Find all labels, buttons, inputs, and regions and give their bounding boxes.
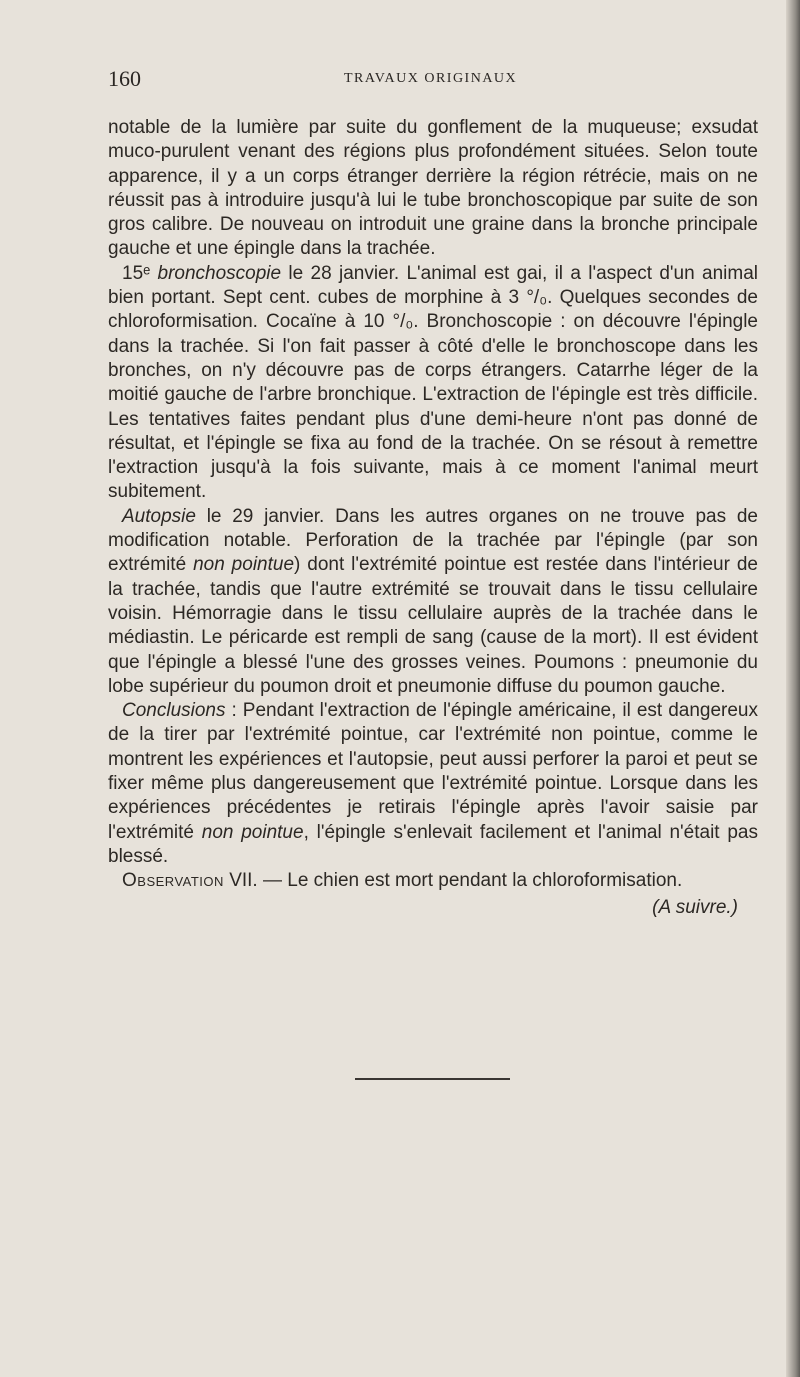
bronchoscopie-heading: bronchoscopie — [157, 262, 282, 284]
conclusions-text-1: : Pendant l'extraction de l'épingle américaine, il est dangereux de la tirer par l'extrémité pointue, car l'extrémité non pointue, comme le montrent les expériences et l'autopsie, peut aussi perforer la paroi et peut se fixer même plus dangereusement que l'extrémité pointue. Lorsque dans les expériences précédentes je retirais l'épingle après l'avoir saisie par l'extrémité — [108, 700, 758, 843]
autopsie-heading: Autopsie — [122, 505, 196, 527]
paragraph-1 — [108, 116, 758, 262]
running-head — [108, 66, 758, 96]
autopsie-emphasis: non pointue — [193, 554, 295, 576]
page-edge-shadow — [786, 0, 800, 1377]
paragraph-observation — [108, 869, 758, 893]
bronchoscopie-text: le 28 janvier. L'animal est gai, il a l'aspect d'un animal bien portant. Sept cent. cubes de morphine à 3 °/₀. Quelques secondes de chloroformisation. Cocaïne à 10 °/₀. Bronchoscopie : on découvre l'épingle dans la trachée. Si l'on fait passer à côté d'elle le bronchoscope dans les bronches, on n'y découvre pas de corps étrangers. Catarrhe léger de la moitié gauche de l'arbre bronchique. L'extraction de l'épingle est très difficile. Les tentatives faites pendant plus d'une demi-heure n'ont pas donné de résultat, et l'épingle se fixa au fond de la trachée. On se résout à remettre l'extraction jusqu'à la fois suivante, mais à ce moment l'animal meurt subitement. — [108, 262, 758, 503]
observation-text: VII. — Le chien est mort pendant la chloroformisation. — [223, 870, 683, 892]
autopsie-text-1: le 29 janvier. Dans les autres organes on ne trouve pas de modification notable. Perforation de la trachée par l'épingle (par son extrémité — [108, 505, 758, 576]
body-text — [108, 116, 758, 920]
conclusions-emphasis: non pointue — [201, 821, 304, 843]
page-number: 160 — [108, 66, 141, 91]
paragraph-autopsie — [108, 505, 758, 699]
paragraph-conclusions — [108, 699, 758, 869]
suite-note — [108, 896, 758, 920]
observation-label: Observation — [122, 870, 224, 892]
end-rule — [355, 1078, 510, 1080]
paragraph-bronchoscopie — [108, 262, 758, 505]
running-title: TRAVAUX ORIGINAUX — [344, 71, 518, 86]
bronchoscopie-number: 15ᵉ — [122, 262, 158, 284]
suite-text: (A suivre.) — [652, 896, 738, 918]
conclusions-heading: Conclusions — [122, 700, 226, 722]
conclusions-text-2: , l'épingle s'enlevait facilement et l'animal n'était pas blessé. — [108, 821, 758, 867]
autopsie-text-2: ) dont l'extrémité pointue est restée dans l'intérieur de la trachée, tandis que l'autre extrémité se trouvait dans le tissu cellulaire voisin. Hémorragie dans le tissu cellulaire auprès de la trachée dans le médiastin. Le péricarde est rempli de sang (cause de la mort). Il est évident que l'épingle a blessé l'une des grosses veines. Poumons : pneumonie du lobe supérieur du poumon droit et pneumonie diffuse du poumon gauche. — [108, 554, 758, 697]
paragraph-1-text: notable de la lumière par suite du gonflement de la muqueuse; exsudat muco-purulent venant des régions plus profondément situées. Selon toute apparence, il y a un corps étranger derrière la région rétrécie, mais on ne réussit pas à introduire jusqu'à lui le tube bronchoscopique par suite de son gros calibre. De nouveau on introduit une graine dans la bronche principale gauche et une épingle dans la trachée. — [108, 117, 758, 260]
